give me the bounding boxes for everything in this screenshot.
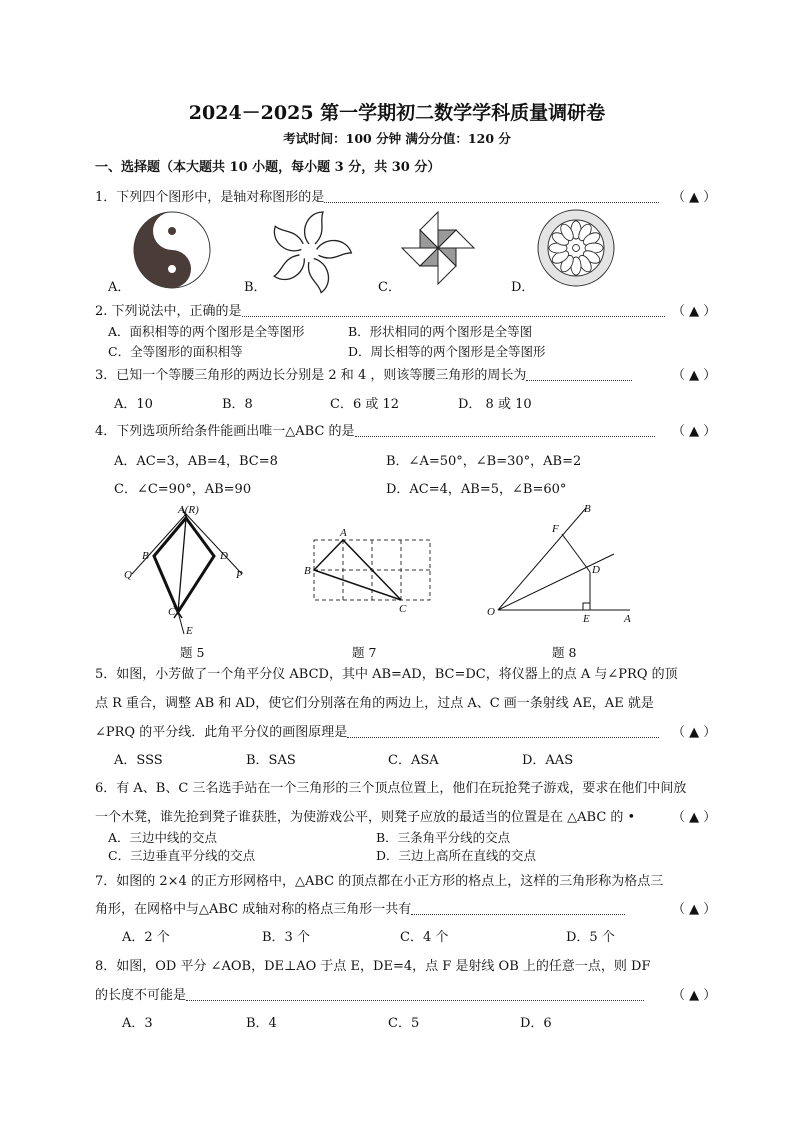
q7-answer-slot: （ ▲ ） xyxy=(672,902,717,917)
q5-answer-slot: （ ▲ ） xyxy=(672,725,717,740)
fig8-caption: 题 8 xyxy=(552,645,577,660)
fig5-caption: 题 5 xyxy=(180,645,205,660)
fig5-label-q: Q xyxy=(124,569,132,581)
windmill-figure xyxy=(398,208,478,288)
exam-info: 考试时间：100 分钟 满分分值：120 分 xyxy=(283,131,511,146)
q1-label-b: B． xyxy=(244,280,267,295)
q5-option-a: A．SSS xyxy=(114,753,163,768)
fig5-label-b: B xyxy=(142,550,149,562)
fig8-label-d: D xyxy=(592,564,600,576)
q4-stem-text: 4．下列选项所给条件能画出唯一△ABC 的是 xyxy=(95,424,355,439)
taiji-figure xyxy=(130,208,214,292)
q6-answer-slot: （ ▲ ） xyxy=(672,810,717,825)
q3-option-c: C．6 或 12 xyxy=(330,397,400,412)
fig8-label-e: E xyxy=(583,613,590,625)
q8-option-a: A．3 xyxy=(122,1016,153,1031)
dot-leader xyxy=(411,905,625,915)
q4-option-c: C．∠C=90°，AB=90 xyxy=(114,482,252,497)
q6-option-c: C．三边垂直平分线的交点 xyxy=(108,848,256,863)
q6-line2: 一个木凳，谁先抢到凳子谁获胜，为使游戏公平，则凳子应放的最适当的位置是在 △ABC 的 • xyxy=(95,810,636,825)
q3-stem-text: 3．已知一个等腰三角形的两边长分别是 2 和 4 ，则该等腰三角形的周长为 xyxy=(95,368,527,383)
q5-option-c: C．ASA xyxy=(388,753,439,768)
pinwheel-flower-figure xyxy=(262,206,356,296)
q2-option-a: A．面积相等的两个图形是全等图形 xyxy=(108,324,305,339)
fig7-label-c: C xyxy=(399,603,407,615)
chrysanthemum-emblem-figure xyxy=(534,206,618,290)
page-title: 2024－2025 第一学期初二数学学科质量调研卷 xyxy=(188,102,606,124)
q7-line1: 7．如图的 2×4 的正方形网格中，△ABC 的顶点都在小正方形的格点上，这样的三角形称为格点三 xyxy=(95,874,664,889)
fig5-label-e: E xyxy=(186,625,193,637)
fig7-label-a: A xyxy=(340,527,347,539)
q8-option-c: C．5 xyxy=(388,1016,420,1031)
q5-line3 xyxy=(95,721,659,740)
q7-line2-text: 角形，在网格中与△ABC 成轴对称的格点三角形一共有 xyxy=(95,902,412,917)
q2-option-d: D．周长相等的两个图形是全等图形 xyxy=(348,344,546,359)
fig8-label-o: O xyxy=(487,606,495,618)
q5-line3-text: ∠PRQ 的平分线．此角平分仪的画图原理是 xyxy=(95,725,348,740)
q1-label-d: D． xyxy=(511,280,535,295)
q8-line2 xyxy=(95,984,644,1003)
q6-option-b: B．三条角平分线的交点 xyxy=(376,830,511,845)
q3-stem xyxy=(95,364,632,383)
q2-stem xyxy=(95,300,665,319)
q7-option-d: D．5 个 xyxy=(566,930,615,945)
dot-leader xyxy=(324,193,659,203)
fig5-label-p: P xyxy=(236,569,243,581)
q5-line1: 5．如图，小芳做了一个角平分仪 ABCD，其中 AB=AD，BC=DC，将仪器上的点 A 与∠PRQ 的顶 xyxy=(95,667,678,682)
q4-option-d: D．AC=4，AB=5，∠B=60° xyxy=(386,482,567,497)
q3-option-d: D． 8 或 10 xyxy=(458,397,532,412)
q1-label-c: C． xyxy=(378,280,401,295)
q7-option-a: A．2 个 xyxy=(122,930,170,945)
q8-answer-slot: （ ▲ ） xyxy=(672,988,717,1003)
q8-option-d: D．6 xyxy=(520,1016,552,1031)
q4-answer-slot: （ ▲ ） xyxy=(672,424,717,439)
fig5-label-c: C xyxy=(168,606,176,618)
q2-stem-text: 2. 下列说法中，正确的是 xyxy=(95,304,242,319)
figure-q8-angle xyxy=(482,502,640,626)
dot-leader xyxy=(347,728,659,738)
dot-leader xyxy=(186,991,644,1001)
q6-line1: 6．有 A、B、C 三名选手站在一个三角形的三个顶点位置上，他们在玩抢凳子游戏，要求在他们中间放 xyxy=(95,781,687,796)
q7-option-c: C．4 个 xyxy=(400,930,449,945)
q2-option-b: B．形状相同的两个图形是全等图 xyxy=(348,324,533,339)
q4-stem xyxy=(95,420,655,439)
q4-option-b: B．∠A=50°，∠B=30°，AB=2 xyxy=(386,454,582,469)
fig8-label-b: B xyxy=(584,503,591,515)
fig8-label-f: F xyxy=(552,523,559,535)
q7-line2 xyxy=(95,898,625,917)
q3-answer-slot: （ ▲ ） xyxy=(672,368,717,383)
q6-option-a: A．三边中线的交点 xyxy=(108,830,218,845)
q1-stem-text: 1．下列四个图形中，是轴对称图形的是 xyxy=(95,190,325,205)
q3-option-a: A．10 xyxy=(114,397,153,412)
q2-option-c: C．全等图形的面积相等 xyxy=(108,344,243,359)
q5-line2: 点 R 重合，调整 AB 和 AD，使它们分别落在角的两边上，过点 A、C 画一条射线 AE，AE 就是 xyxy=(95,696,654,711)
figure-q7-grid xyxy=(302,526,438,616)
dot-leader xyxy=(526,371,632,381)
q2-answer-slot: （ ▲ ） xyxy=(672,304,717,319)
q1-answer-slot: （ ▲ ） xyxy=(672,190,717,205)
q8-line2-text: 的长度不可能是 xyxy=(95,988,187,1003)
q1-label-a: A． xyxy=(108,280,131,295)
fig7-caption: 题 7 xyxy=(352,645,377,660)
section-heading: 一、选择题（本大题共 10 小题，每小题 3 分，共 30 分） xyxy=(95,160,441,175)
fig5-label-d: D xyxy=(220,550,228,562)
q8-line1: 8．如图，OD 平分 ∠AOB，DE⊥AO 于点 E，DE=4，点 F 是射线 OB 上的任意一点，则 DF xyxy=(95,959,651,974)
q8-option-b: B．4 xyxy=(246,1016,277,1031)
q4-option-a: A．AC=3，AB=4，BC=8 xyxy=(114,454,278,469)
dot-leader xyxy=(242,307,665,317)
q5-option-b: B．SAS xyxy=(246,753,296,768)
dot-leader xyxy=(355,427,655,437)
q5-option-d: D．AAS xyxy=(522,753,574,768)
q1-stem xyxy=(95,186,659,205)
fig5-label-a: A(R) xyxy=(178,504,199,516)
fig8-label-a: A xyxy=(624,613,631,625)
q7-option-b: B．3 个 xyxy=(262,930,310,945)
fig7-label-b: B xyxy=(304,565,311,577)
q6-option-d: D．三边上高所在直线的交点 xyxy=(376,848,537,863)
q3-option-b: B．8 xyxy=(222,397,253,412)
figure-q5-angle-bisector xyxy=(118,502,258,638)
